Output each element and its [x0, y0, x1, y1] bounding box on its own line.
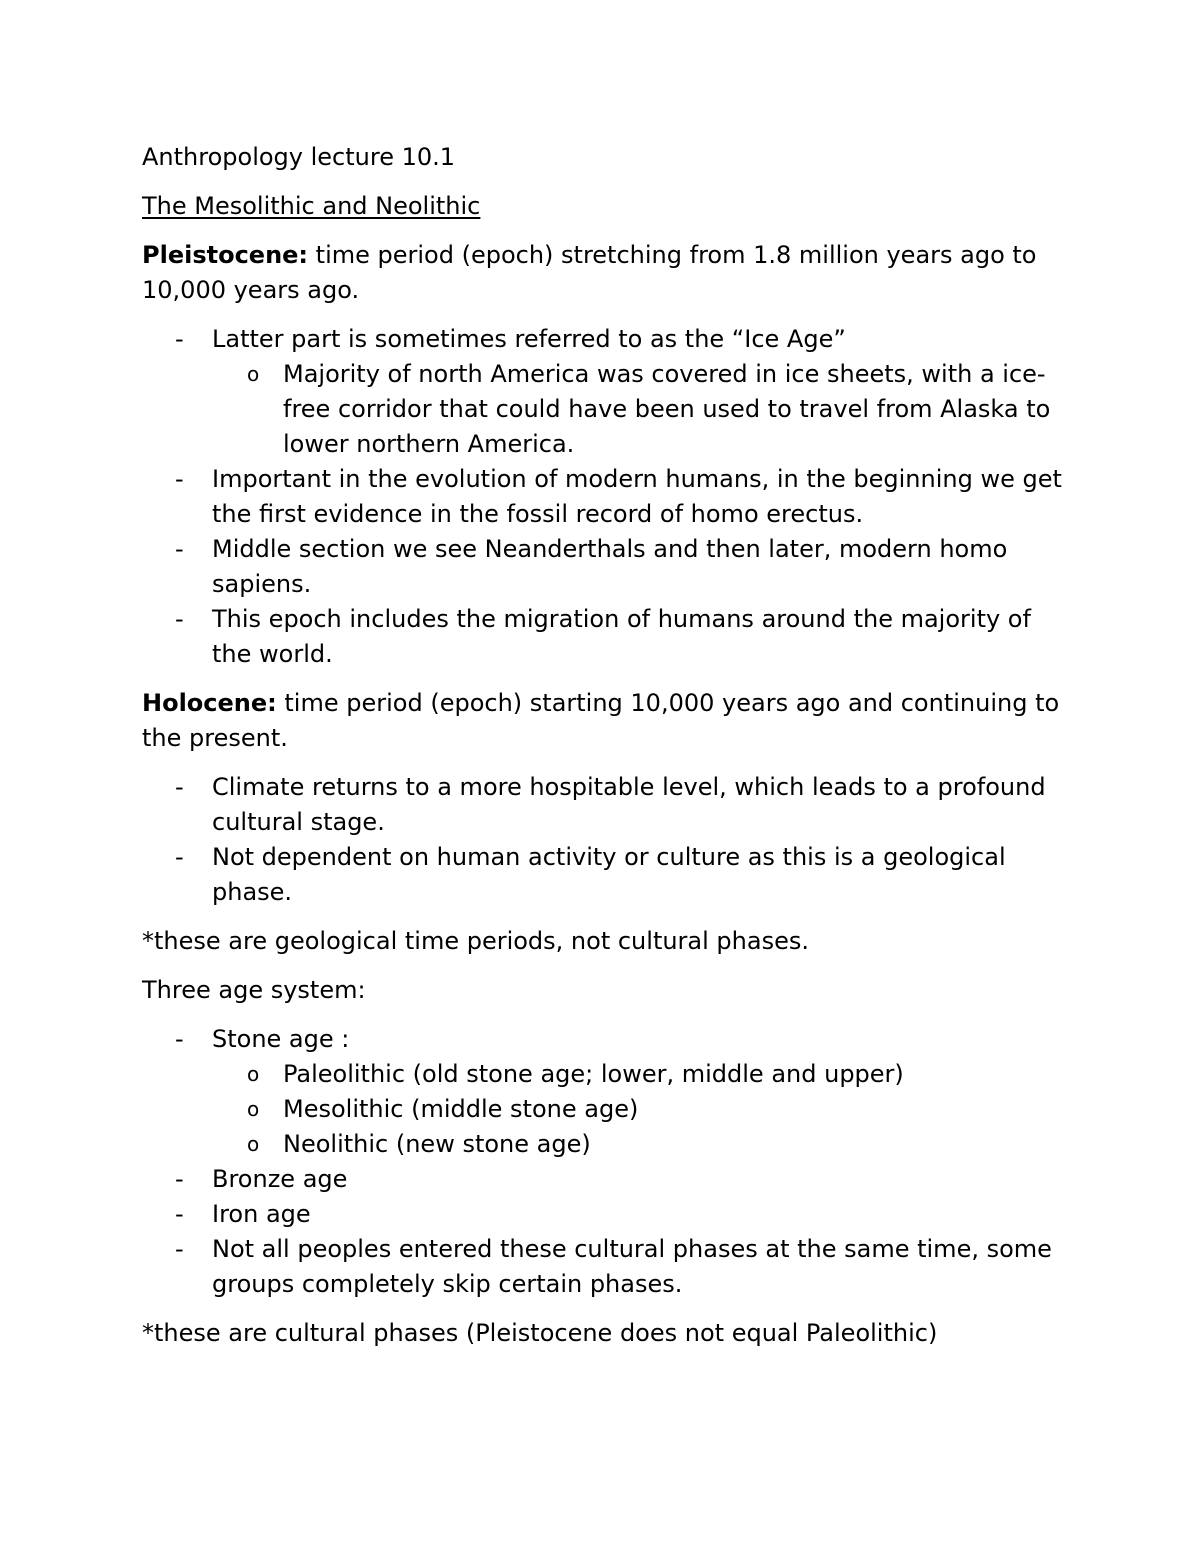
sub-list-item	[142, 357, 1062, 462]
dash-bullet: -	[175, 535, 184, 563]
list-item	[142, 532, 1062, 602]
sub-list-item-text: Mesolithic (middle stone age)	[283, 1095, 639, 1123]
sub-list-item	[142, 1127, 1062, 1162]
list-item-text: Not dependent on human activity or culture as this is a geological phase.	[212, 843, 1006, 906]
holocene-list	[142, 770, 1062, 910]
holocene-definition	[142, 686, 1062, 756]
dash-bullet: -	[175, 1025, 184, 1053]
list-item	[142, 322, 1062, 357]
three-age-list	[142, 1022, 1062, 1302]
dash-bullet: -	[175, 465, 184, 493]
list-item-text: This epoch includes the migration of humans around the majority of the world.	[212, 605, 1031, 668]
circle-bullet: o	[247, 362, 260, 386]
dash-bullet: -	[175, 1200, 184, 1228]
circle-bullet: o	[247, 1132, 260, 1156]
list-item	[142, 840, 1062, 910]
pleistocene-list	[142, 322, 1062, 672]
list-item	[142, 770, 1062, 840]
document-page	[142, 140, 1062, 1351]
circle-bullet: o	[247, 1097, 260, 1121]
circle-bullet: o	[247, 1062, 260, 1086]
holocene-text: time period (epoch) starting 10,000 years ago and continuing to the present.	[142, 689, 1060, 752]
sub-list-item	[142, 1092, 1062, 1127]
list-item	[142, 462, 1062, 532]
pleistocene-definition	[142, 238, 1062, 308]
list-item	[142, 602, 1062, 672]
sub-list-item-text: Majority of north America was covered in ice sheets, with a ice-free corridor that could have been used to travel from Alaska to lower northern America.	[283, 360, 1051, 458]
list-item-text: Stone age :	[212, 1025, 350, 1053]
list-item	[142, 1162, 1062, 1197]
list-item-text: Iron age	[212, 1200, 311, 1228]
pleistocene-term: Pleistocene:	[142, 241, 309, 269]
list-item-text: Not all peoples entered these cultural phases at the same time, some groups completely skip certain phases.	[212, 1235, 1052, 1298]
sub-list-item-text: Neolithic (new stone age)	[283, 1130, 591, 1158]
pleistocene-text: time period (epoch) stretching from 1.8 million years ago to 10,000 years ago.	[142, 241, 1037, 304]
list-item	[142, 1022, 1062, 1057]
document-title: Anthropology lecture 10.1	[142, 143, 456, 171]
dash-bullet: -	[175, 843, 184, 871]
three-age-heading: Three age system:	[142, 976, 366, 1004]
list-item	[142, 1197, 1062, 1232]
list-item-text: Bronze age	[212, 1165, 348, 1193]
cultural-note: *these are cultural phases (Pleistocene does not equal Paleolithic)	[142, 1319, 938, 1347]
geological-note: *these are geological time periods, not cultural phases.	[142, 927, 809, 955]
lecture-subtitle: The Mesolithic and Neolithic	[142, 192, 481, 220]
dash-bullet: -	[175, 605, 184, 633]
dash-bullet: -	[175, 1165, 184, 1193]
list-item-text: Climate returns to a more hospitable level, which leads to a profound cultural stage.	[212, 773, 1046, 836]
list-item-text: Middle section we see Neanderthals and then later, modern homo sapiens.	[212, 535, 1008, 598]
sub-list-item-text: Paleolithic (old stone age; lower, middle and upper)	[283, 1060, 904, 1088]
dash-bullet: -	[175, 773, 184, 801]
dash-bullet: -	[175, 325, 184, 353]
list-item-text: Important in the evolution of modern humans, in the beginning we get the first evidence in the fossil record of homo erectus.	[212, 465, 1062, 528]
dash-bullet: -	[175, 1235, 184, 1263]
holocene-term: Holocene:	[142, 689, 277, 717]
list-item-text: Latter part is sometimes referred to as the “Ice Age”	[212, 325, 846, 353]
list-item	[142, 1232, 1062, 1302]
sub-list-item	[142, 1057, 1062, 1092]
